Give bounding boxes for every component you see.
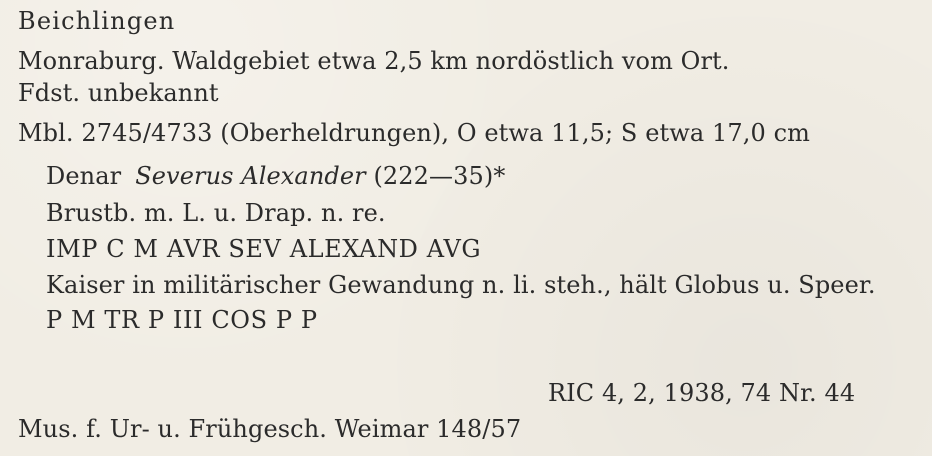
obverse-legend: IMP C M AVR SEV ALEXAND AVG bbox=[46, 235, 482, 263]
museum-reference: Mus. f. Ur- u. Frühgesch. Weimar 148/57 bbox=[18, 415, 522, 443]
document-heading: Beichlingen bbox=[18, 7, 176, 35]
coin-type: Denar bbox=[46, 162, 122, 190]
reverse-legend: P M TR P III COS P P bbox=[46, 306, 318, 334]
finder-line: Fdst. unbekannt bbox=[18, 79, 219, 107]
catalog-reference: RIC 4, 2, 1938, 74 Nr. 44 bbox=[548, 379, 856, 407]
find-place-line: Monraburg. Waldgebiet etwa 2,5 km nordöstlich vom Ort. bbox=[18, 47, 730, 75]
map-reference-line: Mbl. 2745/4733 (Oberheldrungen), O etwa 11,5; S etwa 17,0 cm bbox=[18, 119, 810, 147]
emperor-name: Severus Alexander bbox=[135, 162, 366, 190]
reverse-description: Kaiser in militärischer Gewandung n. li. steh., hält Globus u. Speer. bbox=[46, 271, 876, 299]
coin-header-line bbox=[46, 164, 505, 188]
emperor-years: (222—35)* bbox=[373, 162, 506, 190]
obverse-description: Brustb. m. L. u. Drap. n. re. bbox=[46, 199, 386, 227]
